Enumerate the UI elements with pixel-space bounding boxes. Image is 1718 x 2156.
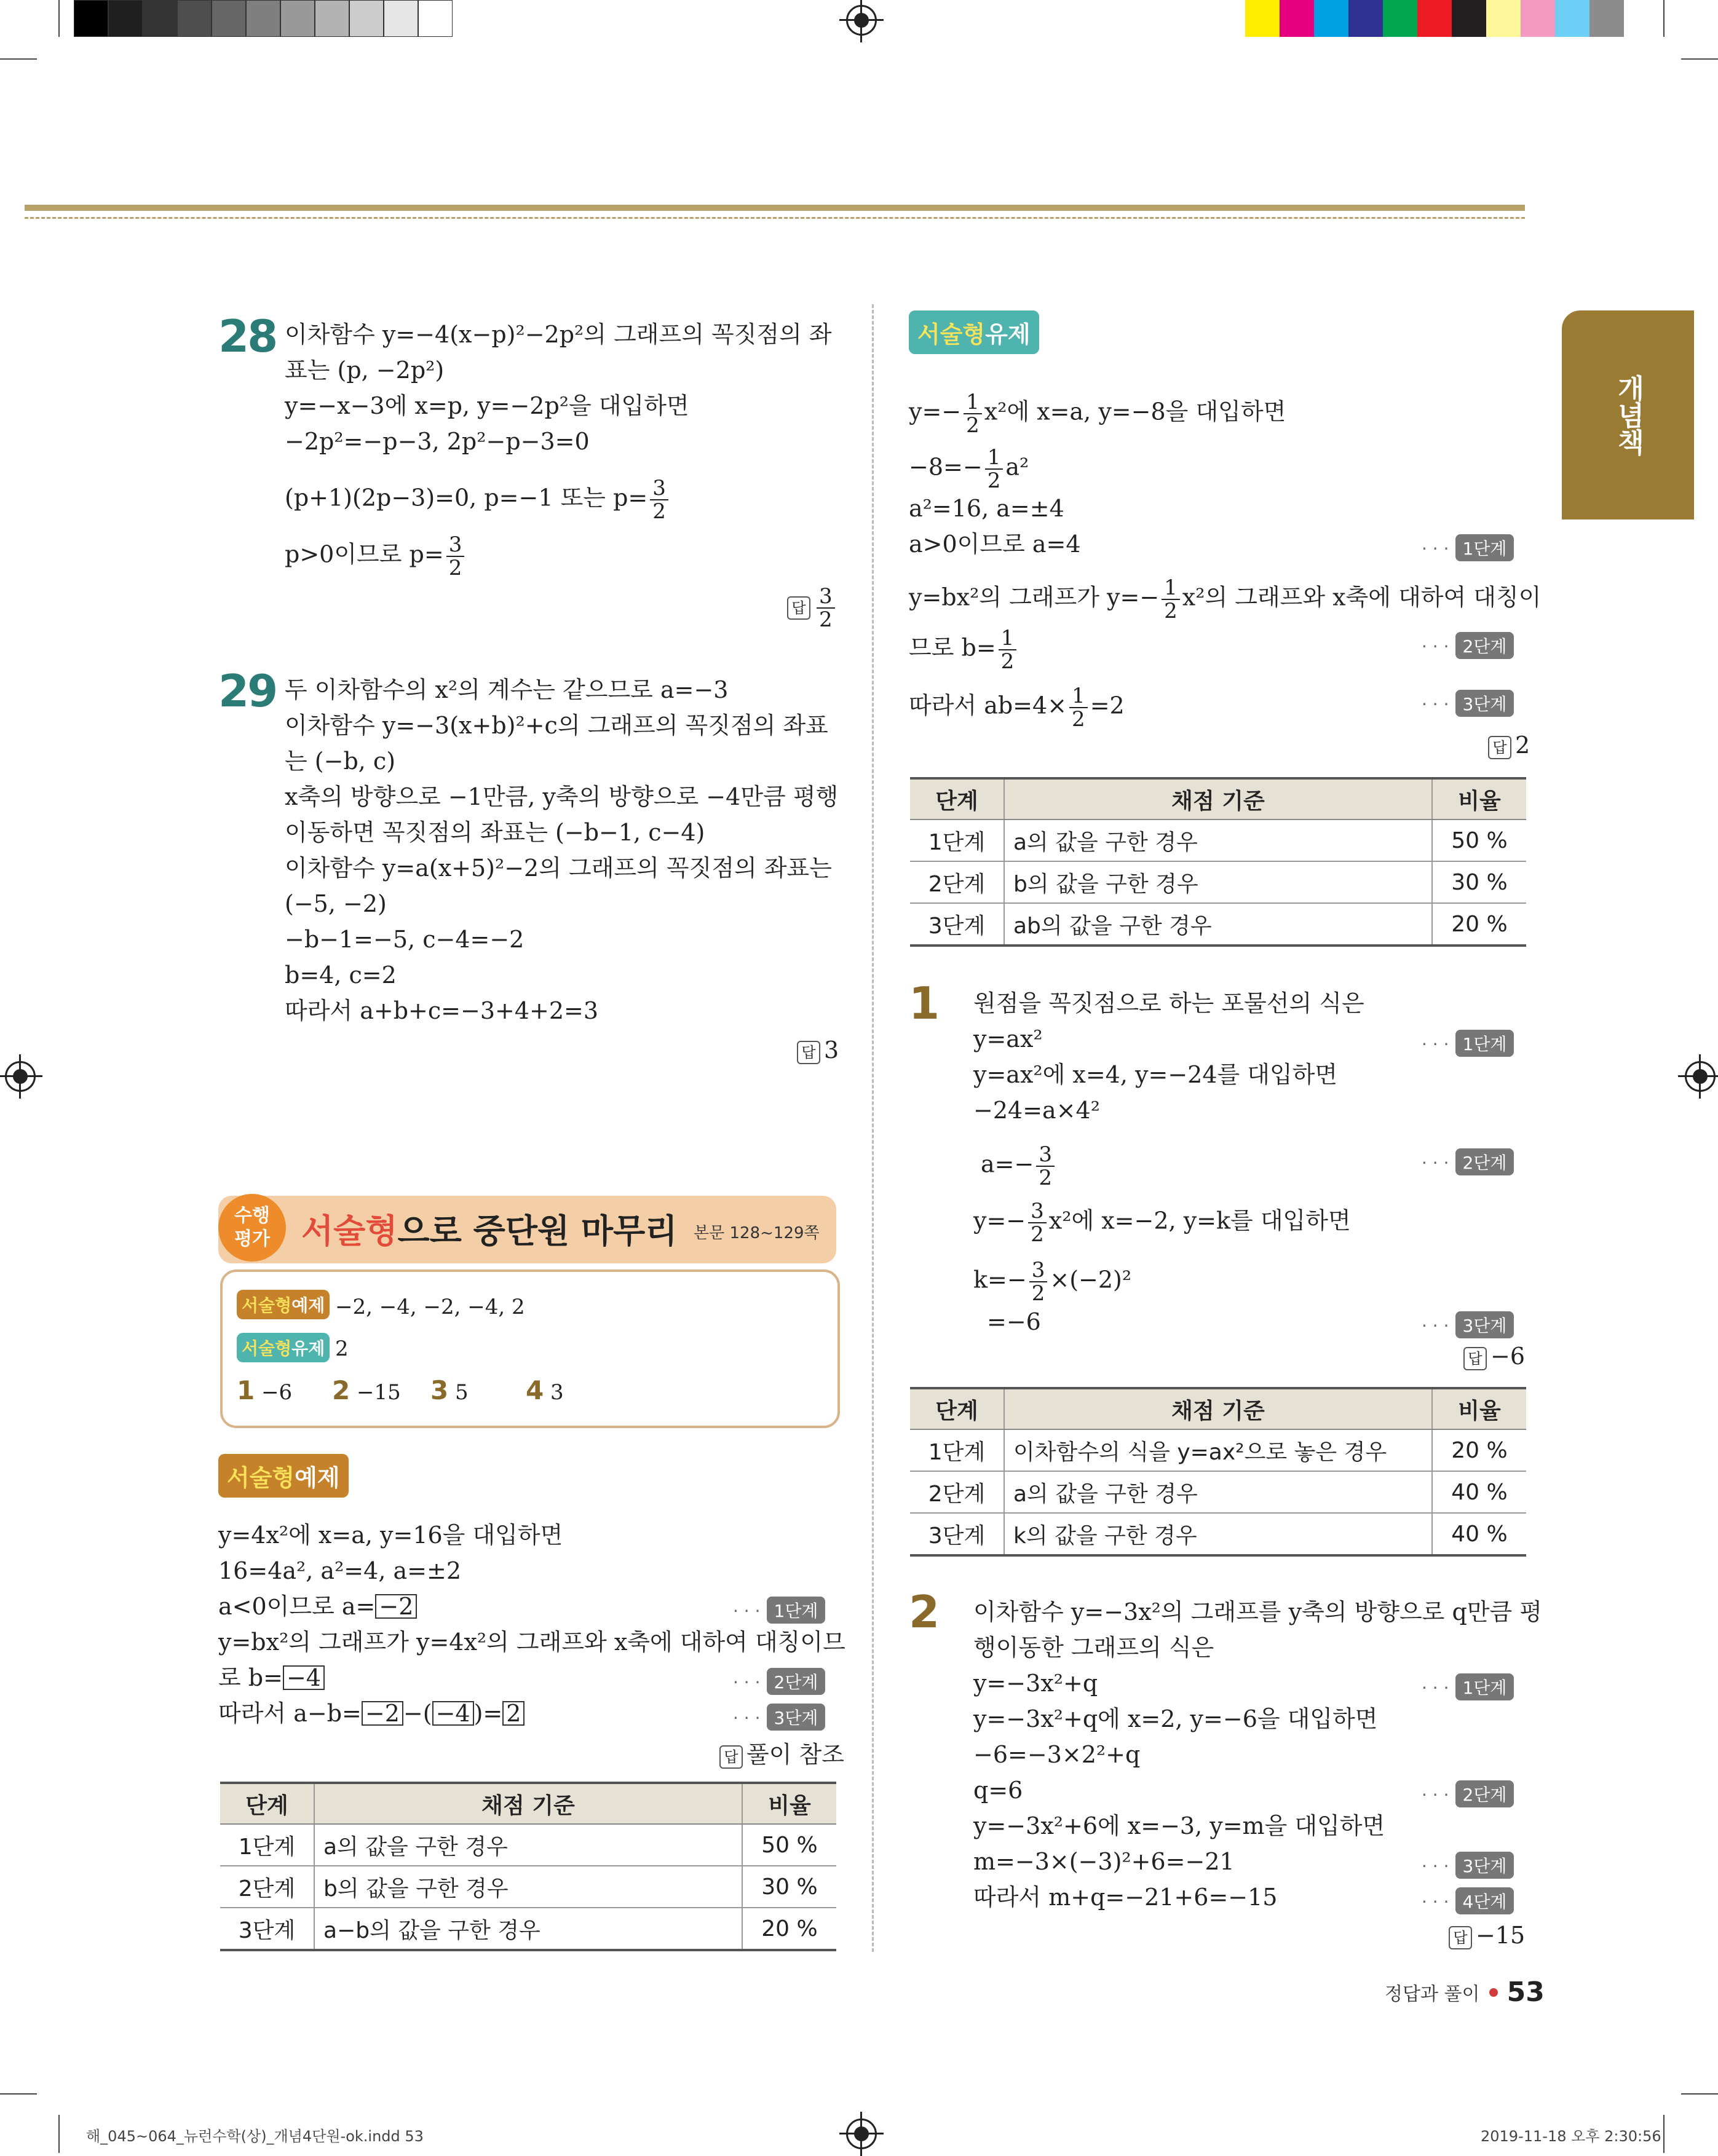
summary-title-highlight: 서술형 xyxy=(301,1212,398,1250)
problem-29-line-6: 이차함수 y=a(x+5)²−2의 그래프의 꼭짓점의 좌표는 xyxy=(285,855,832,882)
practice-line-4: a>0이므로 a=4 xyxy=(909,531,1081,558)
gray-swatch xyxy=(315,0,349,37)
gray-swatch xyxy=(349,0,384,37)
page-footer-dot xyxy=(1489,1988,1498,1997)
answer-value: 풀이 참조 xyxy=(746,1741,844,1768)
print-footer-file: 해_045~064_뉴런수학(상)_개념4단원-ok.indd 53 xyxy=(86,2128,424,2145)
problem-29-line-9: b=4, c=2 xyxy=(285,962,397,989)
page-number: 53 xyxy=(1506,1976,1545,2008)
answer-icon: 답 xyxy=(719,1745,743,1769)
summary-page-ref: 본문 128~129쪽 xyxy=(694,1224,820,1242)
practice-step-1: · · · 1단계 xyxy=(1422,534,1514,561)
example-answer xyxy=(719,1735,844,1769)
header-dashed-line xyxy=(25,217,1525,219)
problem-1-line-5: a=− $\frac{3}{2}$ xyxy=(981,1143,1057,1189)
print-footer-timestamp: 2019-11-18 오후 2:30:56 xyxy=(1481,2128,1661,2145)
problem-29-line-7: (−5, −2) xyxy=(285,890,387,917)
problem-2-line-3: y=−3x²+q xyxy=(973,1670,1098,1697)
problem-2-line-9: 따라서 m+q=−21+6=−15 xyxy=(973,1884,1278,1911)
page-footer-label: 정답과 풀이 xyxy=(1385,1983,1480,2005)
gray-swatch xyxy=(246,0,280,37)
table-row: 3단계 a−b의 값을 구한 경우 20 % xyxy=(220,1908,836,1950)
color-swatch xyxy=(1452,0,1486,37)
problem-1-line-3: y=ax²에 x=4, y=−24를 대입하면 xyxy=(973,1061,1338,1088)
page-footer xyxy=(1385,1976,1545,2008)
blank-box: −4 xyxy=(283,1665,325,1690)
problem-2-answer xyxy=(1449,1922,1525,1949)
table-row: 1단계 a의 값을 구한 경우 50 % xyxy=(220,1824,836,1866)
problem-2-step-1: · · · 1단계 xyxy=(1422,1673,1514,1700)
example-step-1: · · · 1단계 xyxy=(733,1597,825,1624)
answer-value: 2 xyxy=(1515,732,1530,759)
blank-box: −2 xyxy=(362,1701,403,1726)
problem-2-line-6: q=6 xyxy=(973,1777,1023,1804)
practice-line-2: −8=− $\frac{1}{2}$ a² xyxy=(909,445,1029,493)
badge-line-2: 평가 xyxy=(234,1228,270,1250)
table-row: 3단계 k의 값을 구한 경우 40 % xyxy=(910,1513,1526,1555)
problem-29-line-4: x축의 방향으로 −1만큼, y축의 방향으로 −4만큼 평행 xyxy=(285,783,839,810)
problem-28-number: 28 xyxy=(218,310,277,362)
example-tag: 서술형예제 xyxy=(218,1454,349,1498)
color-swatch xyxy=(1417,0,1452,37)
problem-29-line-8: −b−1=−5, c−4=−2 xyxy=(285,926,525,953)
summary-example-tag: 서술형예제 xyxy=(237,1290,330,1319)
fraction: $\frac{3}{2}$ xyxy=(1028,1200,1047,1246)
problem-1-step-1: · · · 1단계 xyxy=(1422,1030,1514,1057)
problem-28-line-6-text: p>0이므로 p= xyxy=(285,540,444,568)
problem-2-line-7: y=−3x²+6에 x=−3, y=m을 대입하면 xyxy=(973,1812,1385,1839)
problem-2-line-1: 이차함수 y=−3x²의 그래프를 y축의 방향으로 q만큼 평 xyxy=(973,1598,1543,1625)
header-gold-bar xyxy=(25,205,1525,211)
gray-swatch xyxy=(177,0,212,37)
color-swatch xyxy=(1521,0,1555,37)
crop-line-bottom-right-v xyxy=(1663,2115,1665,2153)
answer-value: −15 xyxy=(1476,1922,1526,1949)
practice-line-3: a²=16, a=±4 xyxy=(909,495,1064,522)
answer-value: 3 xyxy=(824,1037,839,1064)
problem-2-number: 2 xyxy=(909,1586,938,1638)
crop-line-bottom-right xyxy=(1681,2093,1718,2095)
registration-mark-right xyxy=(1685,1061,1716,1092)
summary-item-3: 3 5 xyxy=(430,1375,469,1405)
problem-1-score-table: 단계 채점 기준 비율 1단계 이차함수의 식을 y=ax²으로 놓은 경우 20 % 2단계 a의 값을 구한 경우 40 % 3단계 k의 값을 구한 경우 40 % xyxy=(910,1387,1526,1557)
problem-28-line-5-text: (p+1)(2p−3)=0, p=−1 또는 p= xyxy=(285,484,648,511)
blank-box: −4 xyxy=(432,1701,474,1726)
summary-title-rest: 으로 중단원 마무리 xyxy=(397,1212,678,1250)
example-line-3: a<0이므로 a= −2 xyxy=(218,1593,417,1620)
problem-29-line-1: 두 이차함수의 x²의 계수는 같으므로 a=−3 xyxy=(285,676,729,703)
answer-fraction: $\frac{3}{2}$ xyxy=(817,585,835,631)
practice-line-5: y=bx²의 그래프가 y=− $\frac{1}{2}$ x²의 그래프와 x축에 대하여 대칭이 xyxy=(909,575,1542,623)
summary-practice-value: 2 xyxy=(335,1337,349,1361)
problem-1-line-6: y=− $\frac{3}{2}$ x²에 x=−2, y=k를 대입하면 xyxy=(973,1199,1351,1247)
gray-swatch xyxy=(384,0,418,37)
problem-1-line-7: k=− $\frac{3}{2}$ ×(−2)² xyxy=(973,1258,1132,1306)
problem-1-line-4: −24=a×4² xyxy=(973,1097,1100,1124)
blank-box: 2 xyxy=(502,1701,525,1726)
fraction: $\frac{1}{2}$ xyxy=(985,446,1003,492)
crop-line-top-right xyxy=(1681,58,1718,60)
registration-mark-top xyxy=(846,5,877,36)
problem-28-line-1: 이차함수 y=−4(x−p)²−2p²의 그래프의 꼭짓점의 좌 xyxy=(285,321,832,348)
gray-swatch xyxy=(108,0,143,37)
fraction: $\frac{1}{2}$ xyxy=(1162,577,1180,622)
example-line-6: 따라서 a−b= −2 −( −4 )= 2 xyxy=(218,1700,525,1727)
summary-badge xyxy=(218,1194,286,1262)
answer-value: −6 xyxy=(1490,1343,1526,1370)
fraction: $\frac{3}{2}$ xyxy=(1029,1259,1048,1305)
gray-swatch xyxy=(280,0,315,37)
example-line-4: y=bx²의 그래프가 y=4x²의 그래프와 x축에 대하여 대칭이므 xyxy=(218,1629,845,1656)
color-swatch xyxy=(1314,0,1348,37)
problem-28-answer xyxy=(787,585,837,631)
problem-29-number: 29 xyxy=(218,665,277,717)
example-step-2: · · · 2단계 xyxy=(733,1668,825,1695)
crop-line-top-left xyxy=(0,58,37,60)
registration-mark-bottom xyxy=(846,2118,877,2149)
crop-line-bottom-left xyxy=(0,2093,37,2095)
color-swatch xyxy=(1280,0,1314,37)
problem-1-number: 1 xyxy=(909,977,938,1029)
problem-28-line-3: y=−x−3에 x=p, y=−2p²을 대입하면 xyxy=(285,392,689,419)
side-tab: 개념책 xyxy=(1562,310,1694,519)
table-row: 3단계 ab의 값을 구한 경우 20 % xyxy=(910,903,1526,946)
table-row: 1단계 이차함수의 식을 y=ax²으로 놓은 경우 20 % xyxy=(910,1429,1526,1471)
color-swatch xyxy=(1383,0,1417,37)
gray-swatch xyxy=(418,0,453,37)
color-swatch xyxy=(1245,0,1280,37)
blank-box: −2 xyxy=(375,1594,417,1619)
practice-tag: 서술형유제 xyxy=(909,310,1039,354)
table-row: 1단계 a의 값을 구한 경우 50 % xyxy=(910,819,1526,861)
gray-swatch xyxy=(74,0,108,37)
problem-29-line-5: 이동하면 꼭짓점의 좌표는 (−b−1, c−4) xyxy=(285,819,705,846)
color-swatch xyxy=(1486,0,1521,37)
problem-28-line-4: −2p²=−p−3, 2p²−p−3=0 xyxy=(285,428,590,455)
problem-2-step-2: · · · 2단계 xyxy=(1422,1780,1514,1807)
table-row: 2단계 b의 값을 구한 경우 30 % xyxy=(910,861,1526,903)
practice-step-3: · · · 3단계 xyxy=(1422,690,1514,717)
summary-example-value: −2, −4, −2, −4, 2 xyxy=(335,1295,525,1319)
answer-icon: 답 xyxy=(1488,736,1511,759)
answer-icon: 답 xyxy=(1449,1926,1472,1949)
crop-line-bottom-left-v xyxy=(58,2115,60,2153)
problem-1-line-2: y=ax² xyxy=(973,1025,1043,1052)
example-line-1: y=4x²에 x=a, y=16을 대입하면 xyxy=(218,1522,563,1549)
color-swatch xyxy=(1348,0,1383,37)
color-swatch xyxy=(1555,0,1589,37)
problem-2-step-3: · · · 3단계 xyxy=(1422,1852,1514,1879)
problem-29-line-10: 따라서 a+b+c=−3+4+2=3 xyxy=(285,997,599,1024)
table-row: 2단계 a의 값을 구한 경우 40 % xyxy=(910,1471,1526,1513)
badge-line-1: 수행 xyxy=(234,1205,270,1226)
registration-mark-left xyxy=(5,1061,36,1092)
problem-2-line-2: 행이동한 그래프의 식은 xyxy=(973,1634,1214,1661)
problem-29-line-2: 이차함수 y=−3(x+b)²+c의 그래프의 꼭짓점의 좌표 xyxy=(285,712,828,739)
fraction: $\frac{3}{2}$ xyxy=(650,477,668,523)
practice-line-1: y=− $\frac{1}{2}$ x²에 x=a, y=−8을 대입하면 xyxy=(909,390,1286,438)
practice-line-7: 따라서 ab=4× $\frac{1}{2}$ =2 xyxy=(909,684,1125,732)
example-line-2: 16=4a², a²=4, a=±2 xyxy=(218,1557,461,1584)
problem-1-line-1: 원점을 꼭짓점으로 하는 포물선의 식은 xyxy=(973,990,1364,1017)
problem-1-line-8: =−6 xyxy=(987,1308,1041,1335)
problem-29-answer xyxy=(797,1037,839,1064)
problem-1-answer xyxy=(1463,1343,1525,1370)
fraction: $\frac{1}{2}$ xyxy=(964,391,982,436)
problem-1-step-2: · · · 2단계 xyxy=(1422,1148,1514,1175)
example-score-table: 단계 채점 기준 비율 1단계 a의 값을 구한 경우 50 % 2단계 b의 값을 구한 경우 30 % 3단계 a−b의 값을 구한 경우 20 % xyxy=(220,1782,836,1951)
practice-answer xyxy=(1488,732,1530,759)
problem-2-line-4: y=−3x²+q에 x=2, y=−6을 대입하면 xyxy=(973,1705,1378,1732)
practice-step-2: · · · 2단계 xyxy=(1422,632,1514,659)
answer-icon: 답 xyxy=(797,1041,820,1064)
summary-title xyxy=(301,1205,677,1252)
problem-28-line-2: 표는 (p, −2p²) xyxy=(285,357,445,384)
fraction: $\frac{3}{2}$ xyxy=(446,534,465,579)
problem-1-step-3: · · · 3단계 xyxy=(1422,1311,1514,1338)
summary-item-2: 2 −15 xyxy=(332,1375,401,1405)
gray-swatch xyxy=(143,0,177,37)
answer-icon: 답 xyxy=(1463,1347,1487,1370)
problem-2-line-8: m=−3×(−3)²+6=−21 xyxy=(973,1848,1235,1875)
problem-2-step-4: · · · 4단계 xyxy=(1422,1887,1514,1914)
summary-practice-tag: 서술형유제 xyxy=(237,1333,330,1362)
crop-line-top-right-v xyxy=(1663,0,1665,37)
fraction: $\frac{1}{2}$ xyxy=(999,627,1017,673)
example-step-3: · · · 3단계 xyxy=(733,1704,825,1731)
practice-score-table: 단계 채점 기준 비율 1단계 a의 값을 구한 경우 50 % 2단계 b의 값을 구한 경우 30 % 3단계 ab의 값을 구한 경우 20 % xyxy=(910,777,1526,947)
fraction: $\frac{3}{2}$ xyxy=(1036,1143,1055,1189)
summary-item-1: 1 −6 xyxy=(237,1375,293,1405)
problem-28-line-6 xyxy=(285,534,467,579)
problem-28-line-5 xyxy=(285,477,671,523)
problem-2-line-5: −6=−3×2²+q xyxy=(973,1741,1141,1768)
column-divider xyxy=(872,304,874,1952)
crop-line-top-left-v xyxy=(58,0,60,37)
example-line-5: 로 b= −4 xyxy=(218,1664,325,1691)
fraction: $\frac{1}{2}$ xyxy=(1069,685,1088,730)
summary-item-4: 4 3 xyxy=(526,1375,564,1405)
gray-swatch xyxy=(212,0,246,37)
answer-icon: 답 xyxy=(787,596,810,620)
table-row: 2단계 b의 값을 구한 경우 30 % xyxy=(220,1866,836,1908)
practice-line-6: 므로 b= $\frac{1}{2}$ xyxy=(909,627,1019,673)
problem-29-line-3: 는 (−b, c) xyxy=(285,748,396,775)
color-swatch xyxy=(1589,0,1624,37)
